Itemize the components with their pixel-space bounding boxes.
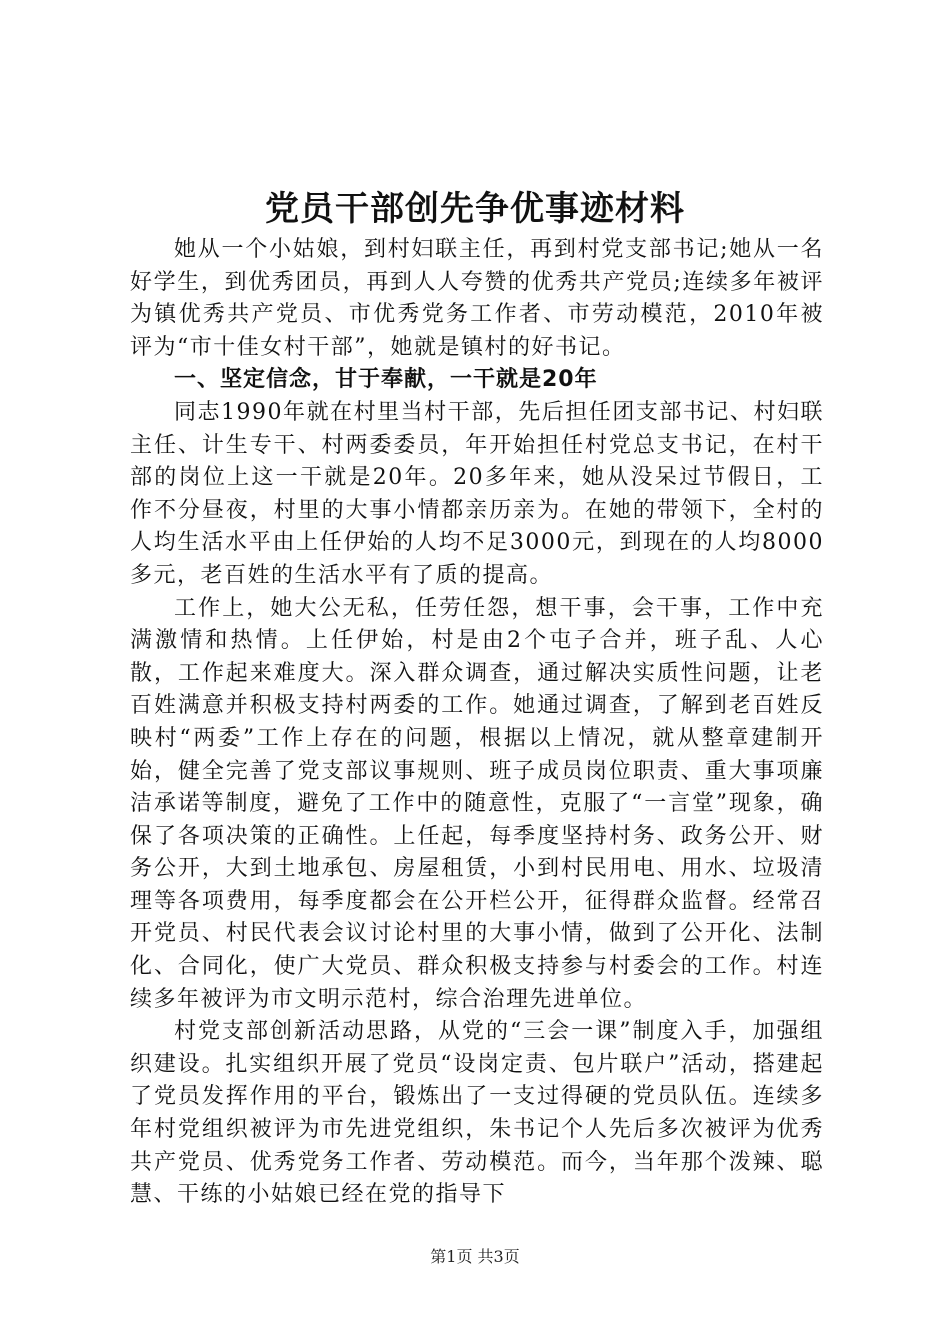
paragraph-work: 工作上，她大公无私，任劳任怨，想干事，会干事，工作中充满激情和热情。上任伊始，村是由2个屯子合并，班子乱、人心散，工作起来难度大。深入群众调查，通过解决实质性问题，让老百姓满意并积极支持村两委的工作。她通过调查，了解到老百姓反映村“两委”工作上存在的问题，根据以上情况，就从整章建制开始，健全完善了党支部议事规则、班子成员岗位职责、重大事项廉洁承诺等制度，避免了工作中的随意性，克服了“一言堂”现象，确保了各项决策的正确性。上任起，每季度坚持村务、政务公开、财务公开，大到土地承包、房屋租赁，小到村民用电、用水、垃圾清理等各项费用，每季度都会在公开栏公开，征得群众监督。经常召开党员、村民代表会议讨论村里的大事小情，做到了公开化、法制化、合同化，使广大党员、群众积极支持参与村委会的工作。村连续多年被评为市文明示范村，综合治理先进单位。 <box>130 595 824 1012</box>
section-heading: 一、坚定信念，甘于奉献，一干就是20年 <box>174 367 598 393</box>
document-title: 党员干部创先争优事迹材料 <box>265 189 685 229</box>
paragraph-intro: 她从一个小姑娘，到村妇联主任，再到村党支部书记;她从一名好学生，到优秀团员，再到人人夸赞的优秀共产党员;连续多年被评为镇优秀共产党员、市优秀党务工作者、市劳动模范，2010年被评为“市十佳女村干部”，她就是镇村的好书记。 <box>130 237 824 360</box>
paragraph-party-branch: 村党支部创新活动思路，从党的“三会一课”制度入手，加强组织建设。扎实组织开展了党员“设岗定责、包片联户”活动，搭建起了党员发挥作用的平台，锻炼出了一支过得硬的党员队伍。连续多年村党组织被评为市先进党组织，朱书记个人先后多次被评为优秀共产党员、优秀党务工作者、劳动模范。而今，当年那个泼辣、聪慧、干练的小姑娘已经在党的指导下 <box>130 1019 824 1208</box>
document-body <box>130 234 824 1212</box>
page-footer: 第1页 共3页 <box>430 1247 520 1266</box>
paragraph-career: 同志1990年就在村里当村干部，先后担任团支部书记、村妇联主任、计生专干、村两委委员，年开始担任村党总支书记，在村干部的岗位上这一干就是20年。20多年来，她从没呆过节假日，工作不分昼夜，村里的大事小情都亲历亲为。在她的带领下，全村的人均生活水平由上任伊始的人均不足3000元，到现在的人均8000多元，老百姓的生活水平有了质的提高。 <box>130 399 824 588</box>
